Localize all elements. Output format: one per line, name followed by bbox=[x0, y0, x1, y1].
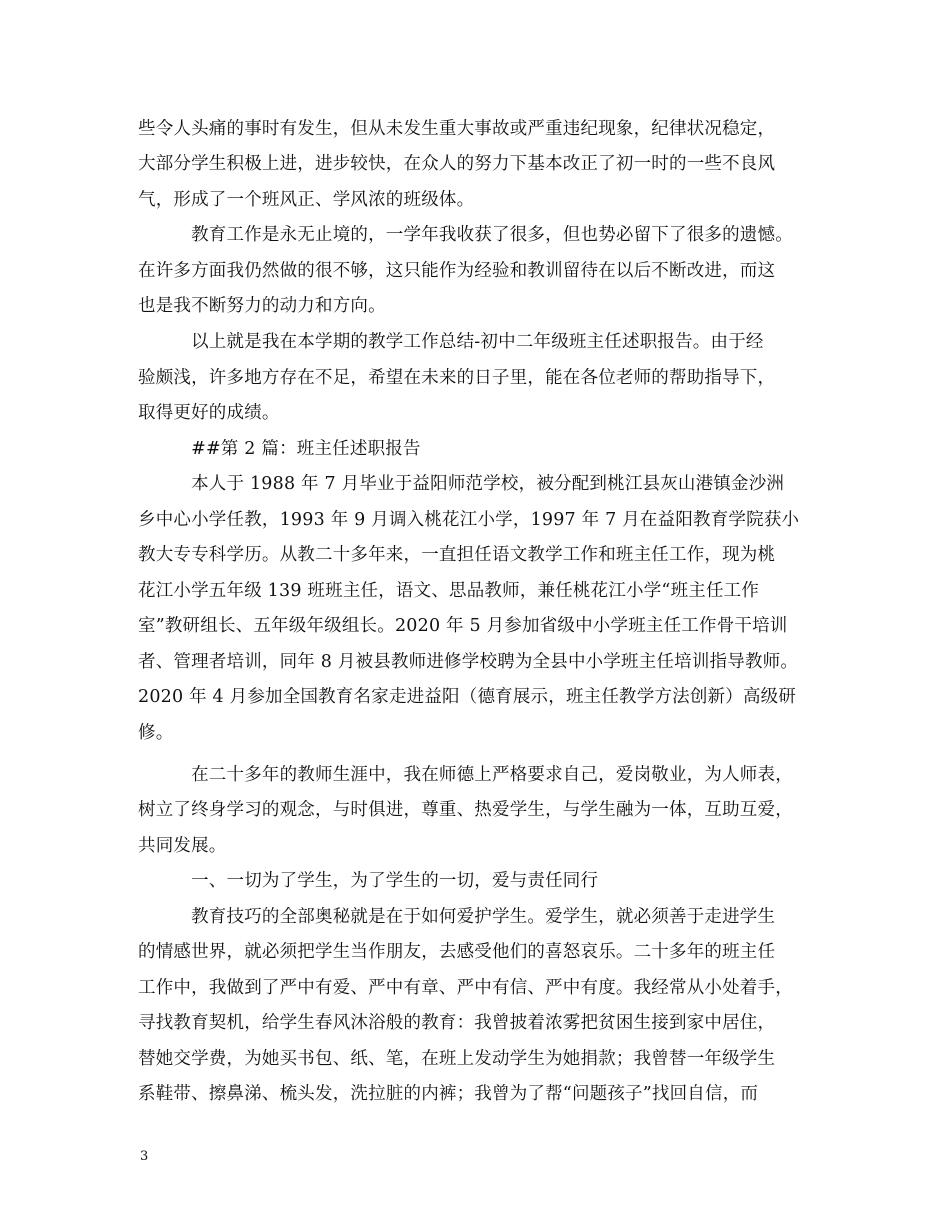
text-line: 系鞋带、擦鼻涕、梳头发，洗拉脏的内裤；我曾为了帮“问题孩子”找回自信，而 bbox=[138, 1084, 759, 1104]
section-heading: 一、一切为了学生，为了学生的一切，爱与责任同行 bbox=[138, 871, 599, 891]
text-line: 些令人头痛的事时有发生，但从未发生重大事故或严重违纪现象，纪律状况稳定， bbox=[138, 119, 776, 139]
text-line: 本人于 1988 年 7 月毕业于益阳师范学校，被分配到桃江县灰山港镇金沙洲 bbox=[138, 474, 785, 494]
text-line: 工作中，我做到了严中有爱、严中有章、严中有信、严中有度。我经常从小处着手， bbox=[138, 978, 793, 998]
text-line: 教育工作是永无止境的，一学年我收获了很多，但也势必留下了很多的遗憾。 bbox=[138, 225, 793, 245]
text-line: 2020 年 4 月参加全国教育名家走进益阳（德育展示，班主任教学方法创新）高级研 bbox=[138, 687, 797, 707]
text-line: 验颇浅，许多地方存在不足，希望在未来的日子里，能在各位老师的帮助指导下， bbox=[138, 368, 776, 388]
text-line: 以上就是我在本学期的教学工作总结-初中二年级班主任述职报告。由于经 bbox=[138, 332, 764, 352]
text-line: 者、管理者培训，同年 8 月被县教师进修学校聘为全县中小学班主任培训指导教师。 bbox=[138, 652, 799, 672]
text-line: 教大专专科学历。从教二十多年来，一直担任语文教学工作和班主任工作，现为桃 bbox=[138, 545, 776, 565]
text-line: 教育技巧的全部奥秘就是在于如何爱护学生。爱学生，就必须善于走进学生 bbox=[138, 907, 776, 927]
text-line: 树立了终身学习的观念，与时俱进，尊重、热爱学生，与学生融为一体，互助互爱， bbox=[138, 800, 793, 820]
text-line: 在许多方面我仍然做的很不够，这只能作为经验和教训留待在以后不断改进，而这 bbox=[138, 261, 776, 281]
text-line: 大部分学生积极上进，进步较快，在众人的努力下基本改正了初一时的一些不良风 bbox=[138, 154, 776, 174]
text-line: 替她交学费，为她买书包、纸、笔，在班上发动学生为她捐款；我曾替一年级学生 bbox=[138, 1049, 776, 1069]
text-line: 共同发展。 bbox=[138, 836, 227, 856]
text-line: 乡中心小学任教，1993 年 9 月调入桃花江小学，1997 年 7 月在益阳教育学院获小 bbox=[138, 510, 800, 530]
text-line: 的情感世界，就必须把学生当作朋友，去感受他们的喜怒哀乐。二十多年的班主任 bbox=[138, 942, 776, 962]
text-line: 修。 bbox=[138, 723, 174, 743]
section-heading: ##第 2 篇：班主任述职报告 bbox=[138, 439, 421, 459]
text-line: 取得更好的成绩。 bbox=[138, 403, 280, 423]
text-line: 寻找教育契机，给学生春风沐浴般的教育：我曾披着浓雾把贫困生接到家中居住， bbox=[138, 1013, 776, 1033]
text-line: 也是我不断努力的动力和方向。 bbox=[138, 296, 386, 316]
text-line: 室”教研组长、五年级年级组长。2020 年 5 月参加省级中小学班主任工作骨干培训 bbox=[138, 616, 788, 636]
text-line: 花江小学五年级 139 班班主任，语文、思品教师，兼任桃花江小学“班主任工作 bbox=[138, 581, 760, 601]
text-line: 气，形成了一个班风正、学风浓的班级体。 bbox=[138, 190, 475, 210]
text-line: 在二十多年的教师生涯中，我在师德上严格要求自己，爱岗敬业，为人师表， bbox=[138, 765, 793, 785]
page-number: 3 bbox=[140, 1149, 149, 1164]
